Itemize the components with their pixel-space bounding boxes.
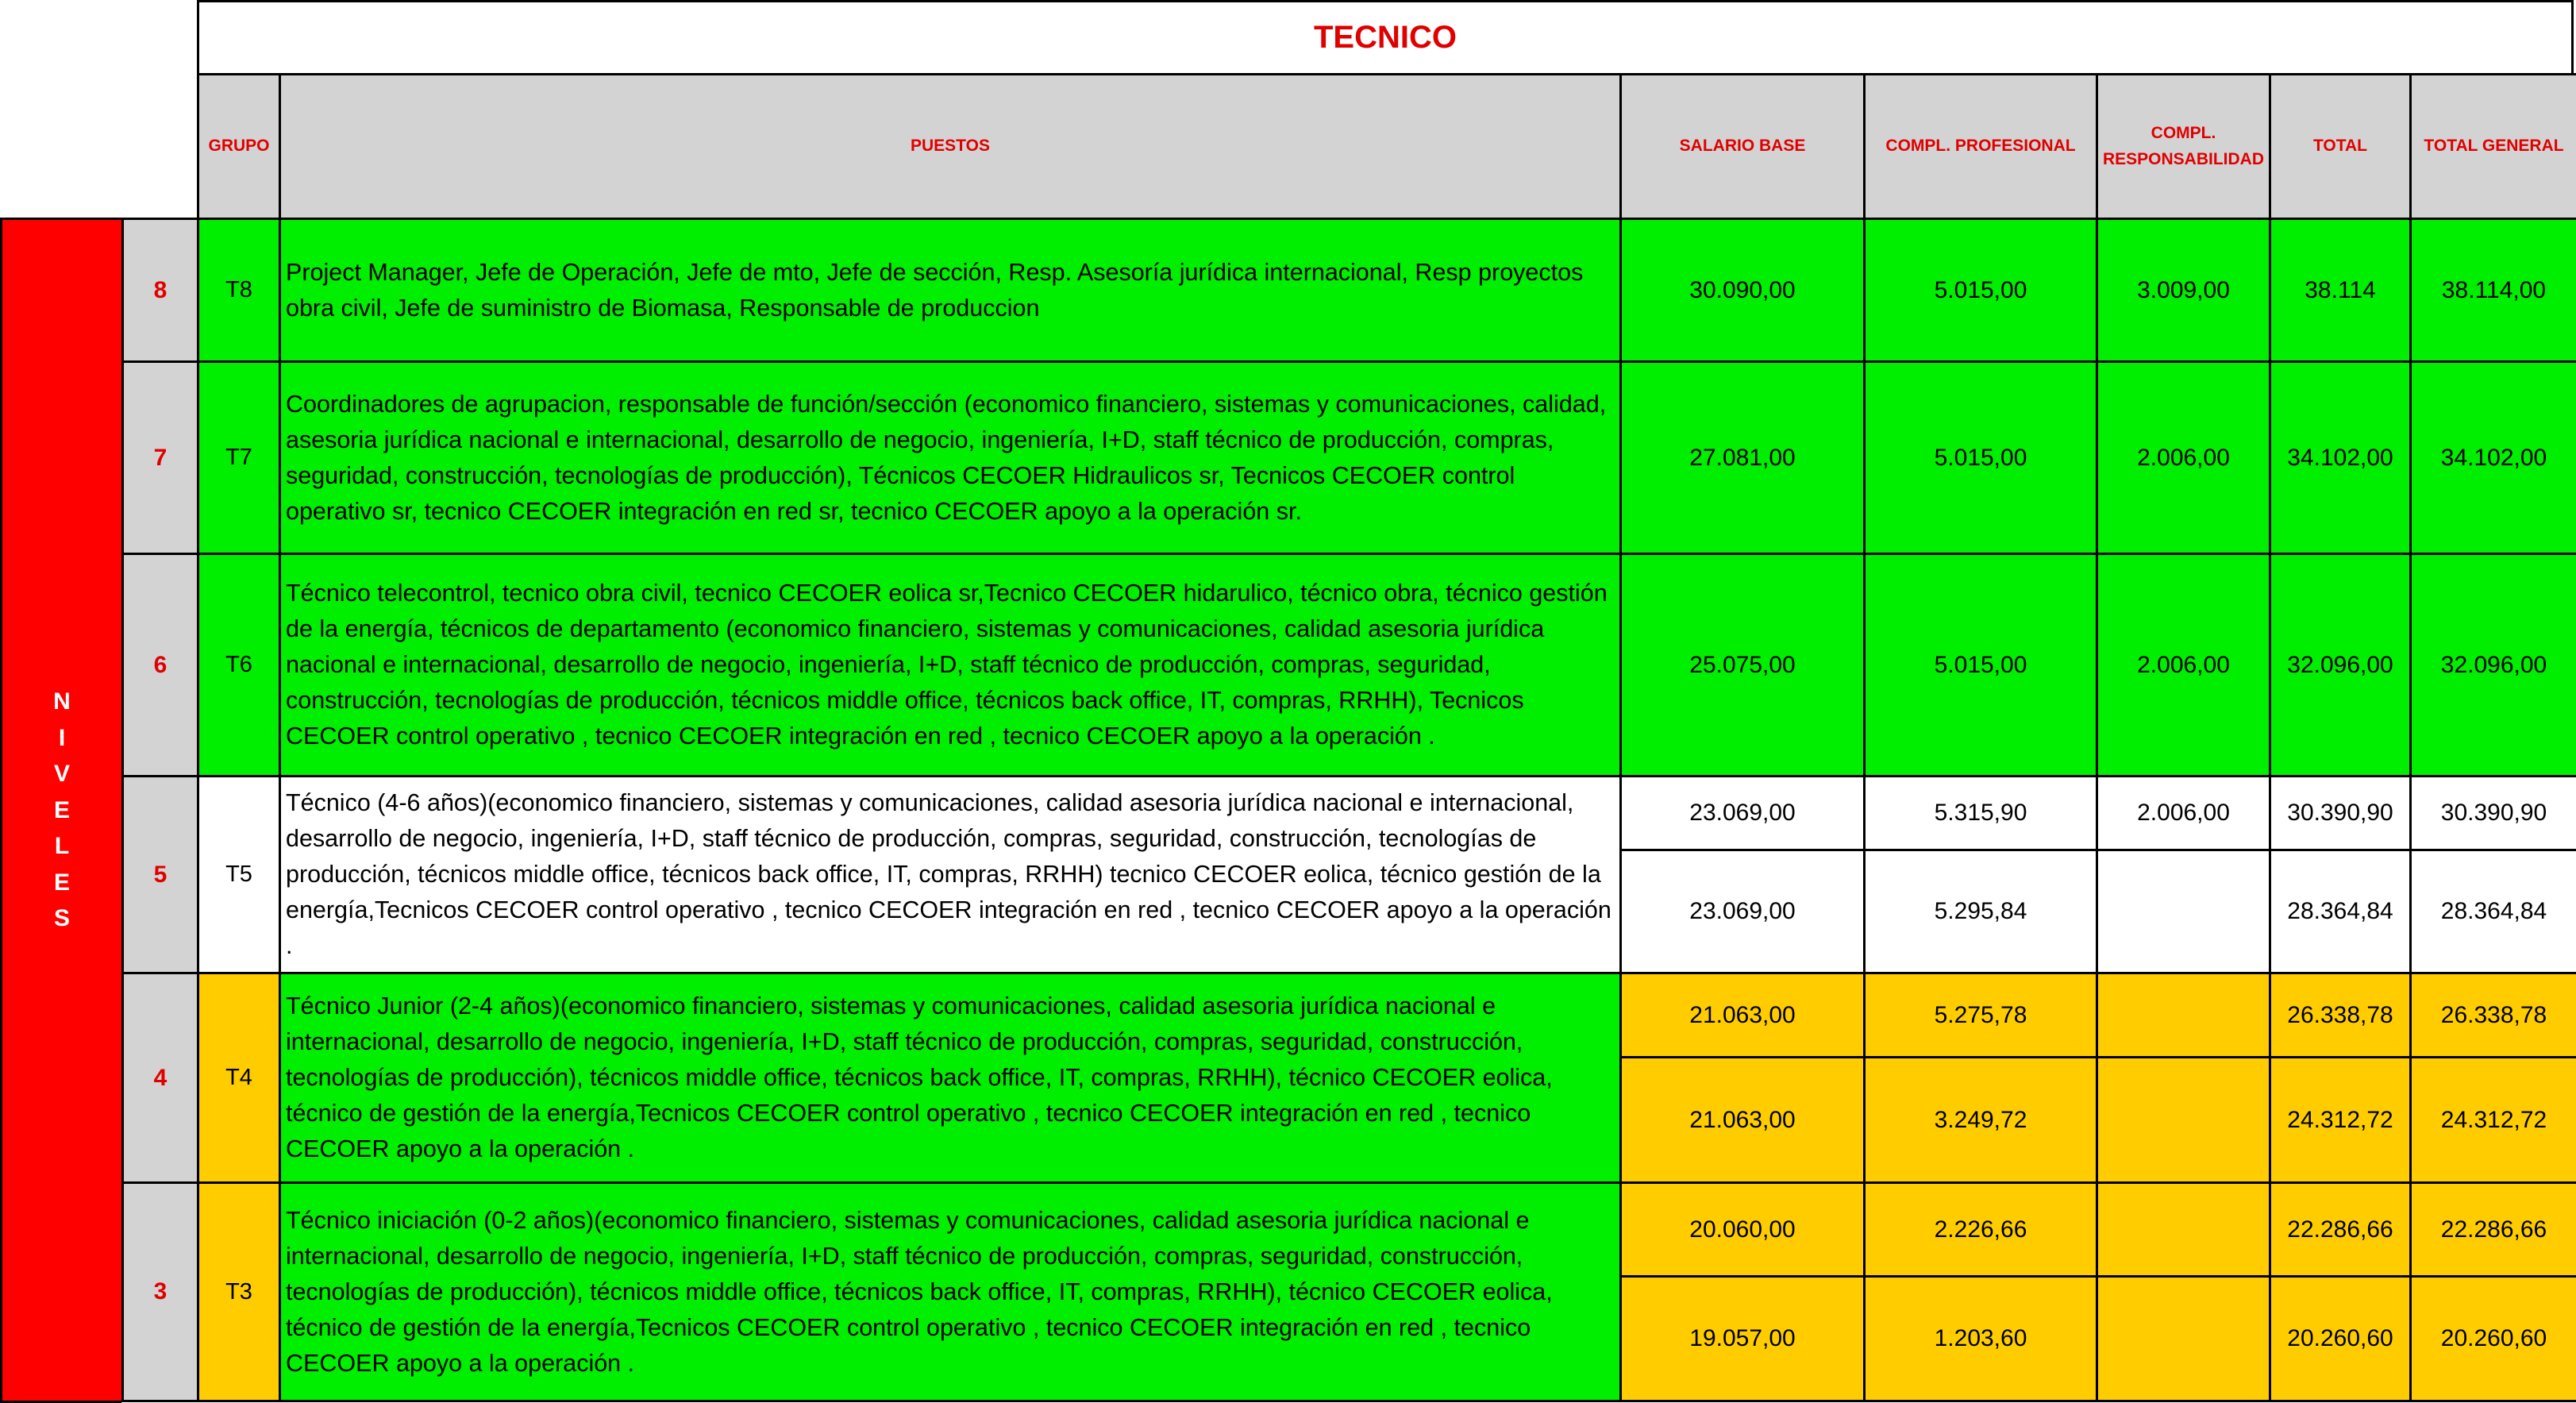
total-general-cell: 38.114,00 [2411,219,2576,362]
total-cell: 22.286,66 [2270,1183,2411,1277]
salario-base-cell: 23.069,00 [1621,777,1865,850]
header-total-general: TOTAL GENERAL [2411,75,2576,219]
compl-responsabilidad-cell: 2.006,00 [2097,777,2270,850]
salario-base-cell: 21.063,00 [1621,1058,1865,1183]
grupo-cell: T5 [198,777,280,973]
niveles-letter: N [53,688,71,715]
compl-responsabilidad-cell [2097,850,2270,973]
grupo-cell: T4 [198,973,280,1183]
niveles-letter: E [53,796,70,823]
compl-responsabilidad-cell [2097,1058,2270,1183]
niveles-letter: L [54,833,70,860]
salario-base-cell: 25.075,00 [1621,554,1865,777]
compl-profesional-cell: 5.015,00 [1865,554,2097,777]
niveles-letter: I [58,724,66,751]
total-general-cell: 30.390,90 [2411,777,2576,850]
puestos-cell: Técnico telecontrol, tecnico obra civil, tecnico CECOER eolica sr,Tecnico CECOER hidarulico, técnico obra, técnico gestión de la energía, técnicos de departamento (economico financiero, sistemas y comunicaciones, calidad asesoria jurídica nacional e internacional, desarrollo de negocio, ingeniería, I+D, staff técnico de producción, compras, seguridad, construcción, tecnologías de producción, técnicos middle office, técnicos back office, IT, compras, RRHH), Tecnicos CECOER control operativo , tecnico CECOER integración en red , tecnico CECOER apoyo a la operación . [280,554,1621,777]
compl-profesional-cell: 5.275,78 [1865,973,2097,1058]
header-compl-resp-line2: RESPONSABILIDAD [2102,149,2265,168]
nivel-cell: 3 [123,1183,198,1401]
nivel-cell: 5 [123,777,198,973]
table-row [123,362,2576,554]
salario-base-cell: 21.063,00 [1621,973,1865,1058]
niveles-label [0,218,121,1403]
puestos-cell: Coordinadores de agrupacion, responsable de función/sección (economico financiero, sistemas y comunicaciones, calidad, asesoria jurídica nacional e internacional, desarrollo de negocio, ingeniería, I+D, staff técnico de producción, compras, seguridad, construcción, tecnologías de producción), Técnicos CECOER Hidraulicos sr, Tecnicos CECOER control operativo sr, tecnico CECOER integración en red sr, tecnico CECOER apoyo a la operación sr. [280,362,1621,554]
compl-profesional-cell: 1.203,60 [1865,1277,2097,1401]
compl-profesional-cell: 5.015,00 [1865,219,2097,362]
total-cell: 32.096,00 [2270,554,2411,777]
total-general-cell: 28.364,84 [2411,850,2576,973]
compl-responsabilidad-cell: 3.009,00 [2097,219,2270,362]
niveles-letter: V [53,761,70,788]
compl-profesional-cell: 5.295,84 [1865,850,2097,973]
total-general-cell: 32.096,00 [2411,554,2576,777]
compl-responsabilidad-cell [2097,1183,2270,1277]
header-compl-profesional: COMPL. PROFESIONAL [1865,75,2097,219]
grupo-cell: T7 [198,362,280,554]
table-row [123,973,2576,1058]
compl-responsabilidad-cell: 2.006,00 [2097,554,2270,777]
total-cell: 30.390,90 [2270,777,2411,850]
total-general-cell: 34.102,00 [2411,362,2576,554]
puestos-cell: Técnico Junior (2-4 años)(economico financiero, sistemas y comunicaciones, calidad asesoria jurídica nacional e internacional, desarrollo de negocio, ingeniería, I+D, staff técnico de producción, compras, seguridad, construcción, tecnologías de producción), técnicos middle office, técnicos back office, IT, compras, RRHH), técnico CECOER eolica, técnico de gestión de la energía,Tecnicos CECOER control operativo , tecnico CECOER integración en red , tecnico CECOER apoyo a la operación . [280,973,1621,1183]
total-cell: 24.312,72 [2270,1058,2411,1183]
salario-base-cell: 27.081,00 [1621,362,1865,554]
total-general-cell: 26.338,78 [2411,973,2576,1058]
grupo-cell: T6 [198,554,280,777]
table-row [123,1183,2576,1277]
total-cell: 38.114 [2270,219,2411,362]
total-general-cell: 20.260,60 [2411,1277,2576,1401]
total-cell: 20.260,60 [2270,1277,2411,1401]
compl-responsabilidad-cell [2097,973,2270,1058]
header-puestos: PUESTOS [280,75,1621,219]
salario-base-cell: 30.090,00 [1621,219,1865,362]
niveles-letter: E [53,869,70,896]
grupo-cell: T3 [198,1183,280,1401]
nivel-cell: 8 [123,219,198,362]
header-compl-responsabilidad [2097,75,2270,219]
nivel-cell: 7 [123,362,198,554]
total-cell: 26.338,78 [2270,973,2411,1058]
header-row [123,75,2576,219]
nivel-cell: 4 [123,973,198,1183]
nivel-cell: 6 [123,554,198,777]
total-general-cell: 24.312,72 [2411,1058,2576,1183]
puestos-cell: Técnico iniciación (0-2 años)(economico financiero, sistemas y comunicaciones, calidad asesoria jurídica nacional e internacional, desarrollo de negocio, ingeniería, I+D, staff técnico de producción, compras, seguridad, construcción, tecnologías de producción), técnicos middle office, técnicos back office, IT, compras, RRHH), técnico CECOER eolica, técnico de gestión de la energía,Tecnicos CECOER control operativo , tecnico CECOER integración en red , tecnico CECOER apoyo a la operación . [280,1183,1621,1401]
puestos-cell: Técnico (4-6 años)(economico financiero, sistemas y comunicaciones, calidad asesoria jurídica nacional e internacional, desarrollo de negocio, ingeniería, I+D, staff técnico de producción, compras, seguridad, construcción, tecnologías de producción, técnicos middle office, técnicos back office, IT, compras, RRHH) tecnico CECOER eolica, técnico gestión de la energía,Tecnicos CECOER control operativo , tecnico CECOER integración en red , tecnico CECOER apoyo a la operación . [280,777,1621,973]
puestos-cell: Project Manager, Jefe de Operación, Jefe de mto, Jefe de sección, Resp. Asesoría jurídica internacional, Resp proyectos obra civil, Jefe de suministro de Biomasa, Responsable de produccion [280,219,1621,362]
grupo-cell: T8 [198,219,280,362]
total-general-cell: 22.286,66 [2411,1183,2576,1277]
compl-profesional-cell: 3.249,72 [1865,1058,2097,1183]
compl-responsabilidad-cell [2097,1277,2270,1401]
table-row [123,777,2576,850]
sheet-title: TECNICO [197,0,2574,73]
total-cell: 34.102,00 [2270,362,2411,554]
table-row [123,554,2576,777]
niveles-letter: S [53,905,70,932]
header-salario-base: SALARIO BASE [1621,75,1865,219]
header-total: TOTAL [2270,75,2411,219]
compl-responsabilidad-cell: 2.006,00 [2097,362,2270,554]
header-compl-resp-line1: COMPL. [2151,123,2216,142]
header-blank [123,75,198,219]
header-grupo: GRUPO [198,75,280,219]
compl-profesional-cell: 5.015,00 [1865,362,2097,554]
salary-table [121,73,2576,1402]
total-cell: 28.364,84 [2270,850,2411,973]
table-row [123,219,2576,362]
compl-profesional-cell: 2.226,66 [1865,1183,2097,1277]
compl-profesional-cell: 5.315,90 [1865,777,2097,850]
salario-base-cell: 19.057,00 [1621,1277,1865,1401]
salario-base-cell: 23.069,00 [1621,850,1865,973]
salario-base-cell: 20.060,00 [1621,1183,1865,1277]
